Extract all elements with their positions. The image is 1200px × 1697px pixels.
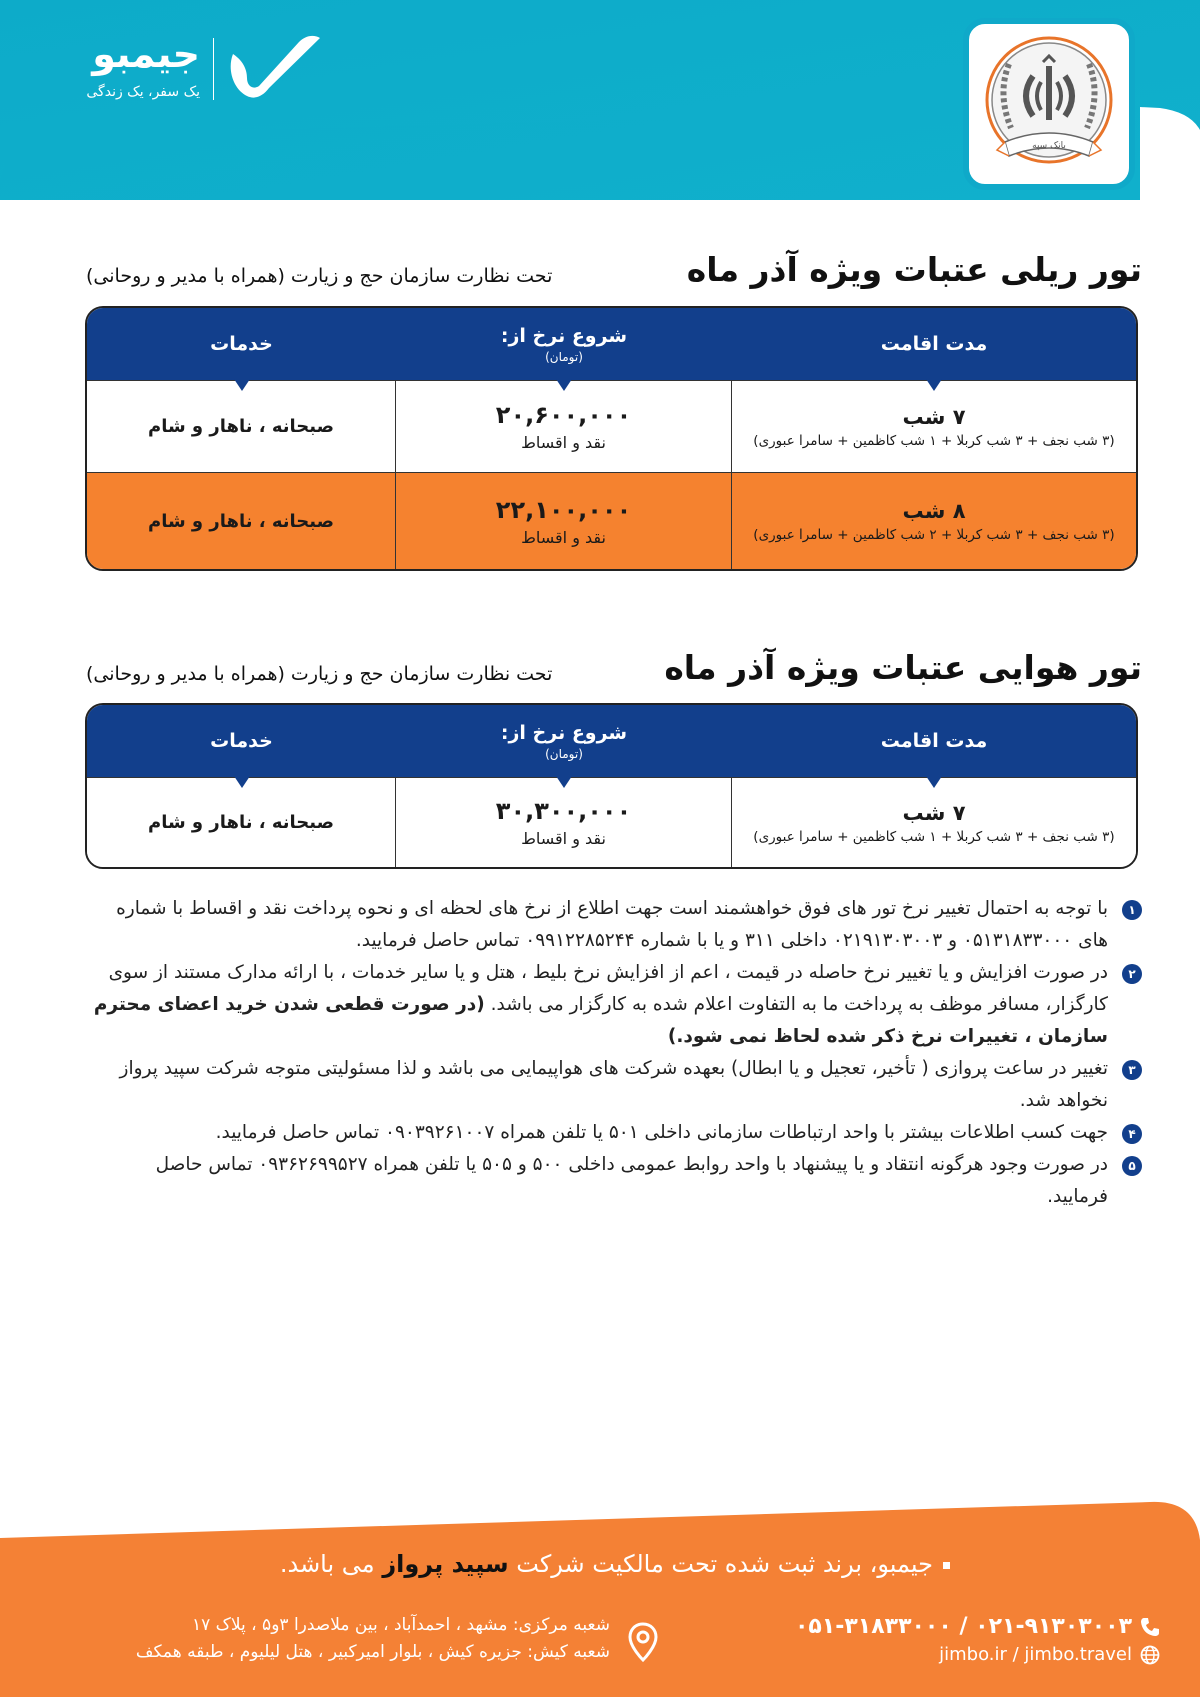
nights: ۸ شب — [902, 499, 966, 523]
note-text: با توجه به احتمال تغییر نرخ تور های فوق خواهشمند است جهت اطلاع از نرخ های لحظه ای و نحوه پرداخت نقد و اقساط با شماره های ۰۵۱۳۱۸۳۳۰۰۰ و ۰۲۱۹۱۳۰۳۰۰۳ داخلی ۳۱۱ و یا با شماره ۰۹۹۱۲۲۸۵۲۴۴ تماس حاصل فرمایید. — [116, 898, 1108, 951]
note-bold-text: (در صورت قطعی شدن خرید اعضای محترم سازمان ، تغییرات نرخ ذکر شده لحاظ نمی شود.) — [93, 994, 1108, 1047]
number-badge-icon: ۵ — [1122, 1156, 1142, 1176]
header-price — [396, 308, 732, 380]
services-cell — [87, 473, 396, 569]
header-price-label: شروع نرخ از: — [500, 324, 628, 347]
rail-tour-subtitle: تحت نظارت سازمان حج و زیارت (همراه با مدیر و روحانی) — [86, 265, 553, 287]
header-services — [87, 308, 396, 380]
number-badge-icon: ۳ — [1122, 1060, 1142, 1080]
air-tour-title: تور هوایی عتبات ویژه آذر ماه — [664, 648, 1142, 687]
price-cell — [396, 381, 732, 472]
header-price — [396, 705, 732, 777]
note-item — [92, 1053, 1142, 1117]
notice-prefix: جیمبو، برند ثبت شده تحت مالکیت شرکت — [516, 1550, 933, 1578]
price-cell — [396, 778, 732, 867]
note-text: در صورت وجود هرگونه انتقاد و یا پیشنهاد با واحد روابط عمومی داخلی ۵۰۰ و ۵۰۵ یا تلفن همراه ۰۹۳۶۲۶۹۹۵۲۷ تماس حاصل فرمایید. — [155, 1154, 1108, 1207]
bullet-icon — [943, 1562, 950, 1569]
note-text: در صورت افزایش و یا تغییر نرخ حاصله در قیمت ، اعم از افزایش نرخ بلیط ، هتل و یا سایر خدمات ، با ارائه مدارک مستند از سوی کارگزار، مسافر موظف به پرداخت ما به التفاوت اعلام شده به کارگزار می باشد. — [108, 962, 1108, 1015]
note-item — [92, 957, 1142, 1053]
brand-divider — [213, 38, 214, 100]
note-item — [92, 893, 1142, 957]
nights: ۷ شب — [902, 404, 966, 429]
services: صبحانه ، ناهار و شام — [148, 812, 335, 833]
header-duration-label: مدت اقامت — [880, 730, 988, 752]
nights-detail: (۳ شب نجف + ۳ شب کربلا + ۱ شب کاظمین + سامرا عبوری) — [753, 432, 1115, 449]
notice-company: سپید پرواز — [382, 1550, 509, 1578]
air-tour-subtitle: تحت نظارت سازمان حج و زیارت (همراه با مدیر و روحانی) — [86, 663, 553, 685]
arrow-down-icon — [926, 379, 942, 391]
duration-cell — [732, 381, 1136, 472]
table-row — [87, 472, 1136, 569]
note-text: جهت کسب اطلاعات بیشتر با واحد ارتباطات سازمانی داخلی ۵۰۱ یا تلفن همراه ۰۹۰۳۹۲۶۱۰۰۷ تماس حاصل فرمایید. — [215, 1122, 1108, 1143]
payment-method: نقد و اقساط — [521, 433, 606, 452]
contact-block — [795, 1612, 1160, 1668]
number-badge-icon: ۲ — [1122, 964, 1142, 984]
phone-icon — [1140, 1617, 1160, 1637]
duration-cell — [732, 778, 1136, 867]
services-cell — [87, 778, 396, 867]
notice-suffix: می باشد. — [279, 1550, 375, 1578]
services: صبحانه ، ناهار و شام — [148, 416, 335, 437]
location-pin-icon — [628, 1622, 658, 1662]
jimbo-logo — [60, 32, 330, 112]
arrow-down-icon — [926, 776, 942, 788]
brand-slogan: یک سفر، یک زندگی — [86, 84, 200, 100]
payment-method: نقد و اقساط — [521, 829, 606, 848]
number-badge-icon: ۴ — [1122, 1124, 1142, 1144]
notes-list — [92, 893, 1142, 1213]
note-item — [92, 1149, 1142, 1213]
web-line — [795, 1642, 1160, 1668]
arrow-down-icon — [556, 379, 572, 391]
address-main: شعبه مرکزی: مشهد ، احمدآباد ، بین ملاصدرا ۳و۵ ، پلاک ۱۷ — [191, 1615, 610, 1635]
rail-tour-table — [85, 306, 1138, 571]
bank-emblem-icon — [969, 24, 1129, 184]
header-duration — [732, 308, 1136, 380]
air-tour-table — [85, 703, 1138, 869]
arrow-down-icon — [234, 379, 250, 391]
price: ۲۰,۶۰۰,۰۰۰ — [495, 401, 632, 429]
table-row — [87, 777, 1136, 867]
nights: ۷ شب — [902, 800, 966, 825]
bank-sepah-logo — [963, 18, 1135, 190]
brand-name: جیمبو — [92, 32, 200, 76]
note-text: تغییر در ساعت پروازی ( تأخیر، تعجیل و یا ابطال) بعهده شرکت های هواپیمایی می باشد و لذا مسئولیتی متوجه شرکت سپید پرواز نخواهد شد. — [119, 1058, 1108, 1111]
services-cell — [87, 381, 396, 472]
services: صبحانه ، ناهار و شام — [148, 510, 335, 532]
arrow-down-icon — [234, 776, 250, 788]
checkmark-icon — [225, 34, 325, 104]
table-header — [87, 705, 1136, 777]
rail-tour-title: تور ریلی عتبات ویژه آذر ماه — [686, 250, 1142, 289]
header-duration-label: مدت اقامت — [880, 333, 988, 355]
header-services-label: خدمات — [210, 333, 273, 355]
table-header — [87, 308, 1136, 380]
header-price-unit: (تومان) — [545, 349, 583, 364]
price-cell — [396, 473, 732, 569]
payment-method: نقد و اقساط — [521, 527, 606, 547]
header-price-unit: (تومان) — [545, 746, 583, 761]
arrow-down-icon — [556, 776, 572, 788]
globe-icon — [1140, 1645, 1160, 1665]
nights-detail: (۳ شب نجف + ۳ شب کربلا + ۱ شب کاظمین + سامرا عبوری) — [753, 828, 1115, 845]
header-services — [87, 705, 396, 777]
address-kish: شعبه کیش: جزیره کیش ، بلوار امیرکبیر ، هتل لیلیوم ، طبقه همکف — [135, 1642, 610, 1662]
duration-cell — [732, 473, 1136, 569]
note-item — [92, 1117, 1142, 1149]
price: ۲۲,۱۰۰,۰۰۰ — [495, 495, 632, 524]
phone-numbers[interactable]: ۰۲۱-۹۱۳۰۳۰۰۳ / ۰۵۱-۳۱۸۳۳۰۰۰ — [794, 1614, 1132, 1639]
number-badge-icon: ۱ — [1122, 900, 1142, 920]
phone-line — [795, 1612, 1160, 1642]
header-price-label: شروع نرخ از: — [500, 721, 628, 744]
footer-notice — [280, 1550, 950, 1578]
bank-logo-text: بانک سپه — [1032, 141, 1066, 151]
address-block — [58, 1612, 658, 1666]
header-services-label: خدمات — [210, 730, 273, 752]
nights-detail: (۳ شب نجف + ۳ شب کربلا + ۲ شب کاظمین + سامرا عبوری) — [753, 527, 1115, 543]
website-links[interactable]: jimbo.ir / jimbo.travel — [939, 1644, 1132, 1665]
price: ۳۰,۳۰۰,۰۰۰ — [495, 797, 632, 825]
header-duration — [732, 705, 1136, 777]
table-row — [87, 380, 1136, 472]
